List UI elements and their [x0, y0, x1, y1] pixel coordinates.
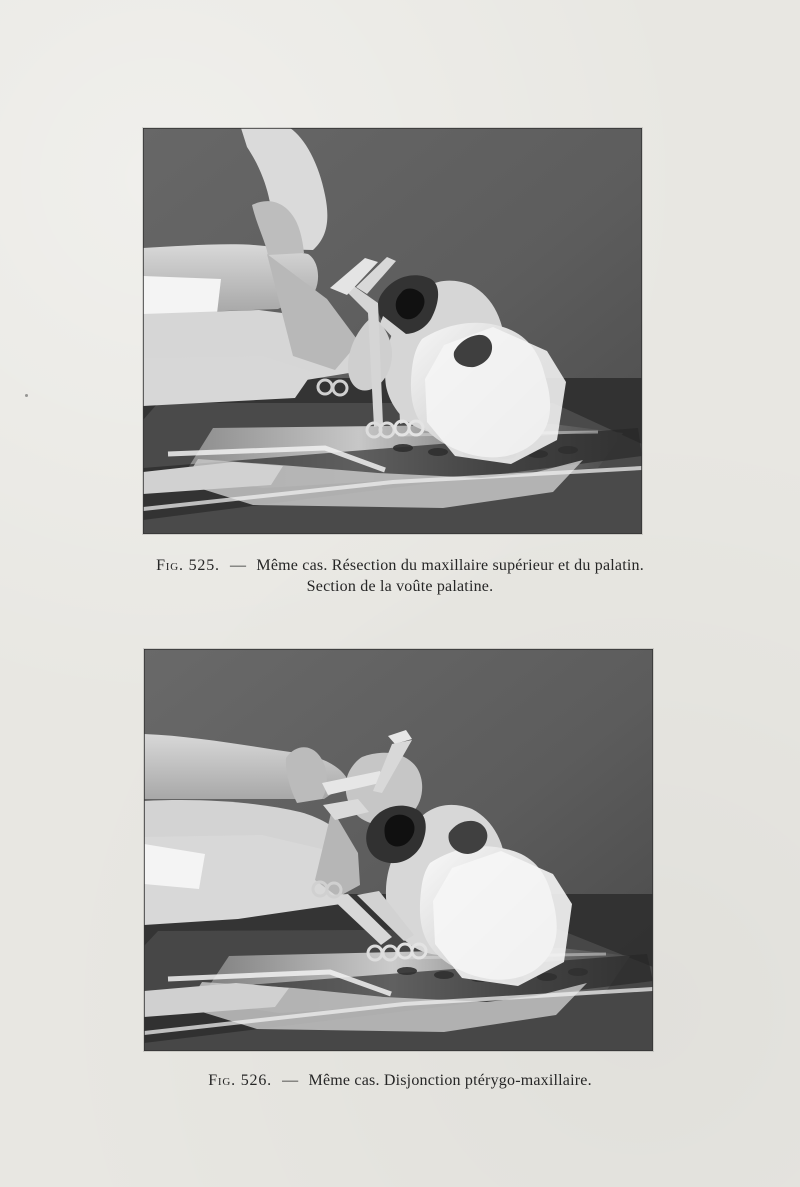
figure-525-caption-line-1: [120, 555, 680, 576]
figure-525-caption-line-2: Section de la voûte palatine.: [306, 578, 494, 595]
figure-526-caption-line-1: [145, 1070, 655, 1091]
paper-speck: [25, 394, 28, 397]
figure-525-caption: [120, 555, 680, 597]
figure-526-caption: [145, 1070, 655, 1091]
figure-525-number: Fig. 525.: [156, 557, 220, 574]
surgery-photo-1: [143, 128, 642, 534]
figure-526-number: Fig. 526.: [208, 1072, 272, 1089]
figure-525-dash: —: [230, 557, 247, 574]
surgery-photo-2: [144, 649, 653, 1051]
figure-526-dash: —: [282, 1072, 299, 1089]
figure-525-caption-text: Même cas. Résection du maxillaire supérieur et du palatin.: [256, 557, 644, 574]
surgery-photo-1-drawing: [143, 128, 642, 534]
figure-526-caption-text: Même cas. Disjonction ptérygo-maxillaire.: [308, 1072, 592, 1089]
surgery-photo-2-drawing: [144, 649, 653, 1051]
